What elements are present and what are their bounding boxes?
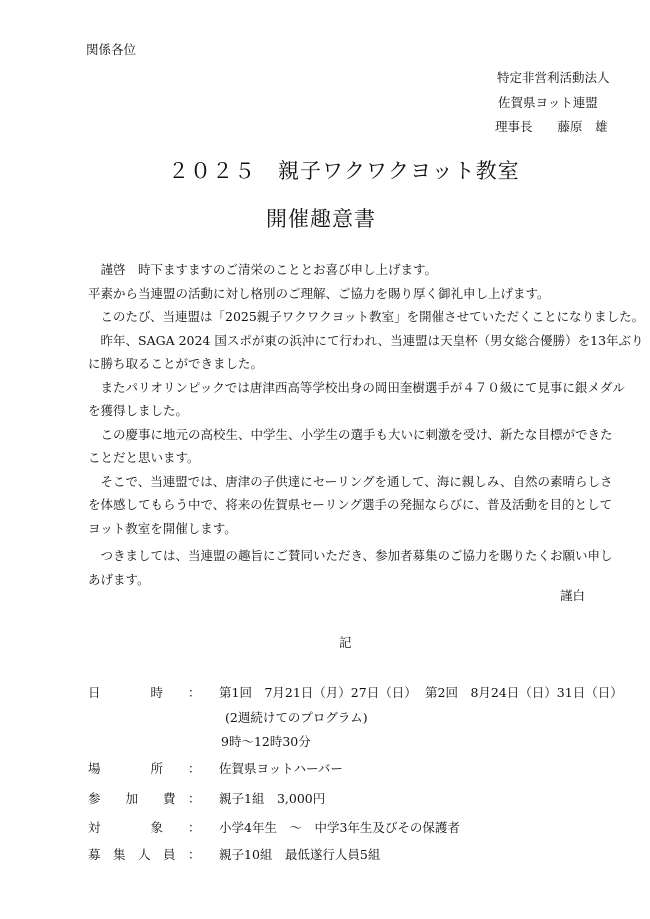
sender-org-name: 佐賀県ヨット連盟 (498, 95, 598, 110)
target-colon: ： (188, 820, 201, 835)
ki-heading: 記 (339, 635, 352, 650)
body-line: 昨年、SAGA 2024 国スポが東の浜沖にて行われ、当連盟は天皇杯（男女総合優勝）を13年ぶり (88, 332, 644, 348)
date-value-2: 第2回 8月24日（日）31日（日） (425, 685, 623, 700)
date-colon: ： (188, 685, 201, 700)
body-text (88, 258, 645, 591)
body-line: あげます。 (88, 571, 150, 587)
body-line: 謹啓 時下ますますのご清栄のこととお喜び申し上げます。 (88, 262, 438, 277)
fee-colon: ： (188, 791, 201, 806)
fee-value: 親子1組 3,000円 (219, 791, 326, 806)
place-label: 場 所 (88, 761, 164, 776)
addressee: 関係各位 (86, 42, 137, 57)
date-note: (2週続けてのプログラム) (225, 710, 368, 725)
sender-title-name: 理事長 藤原 雄 (495, 119, 608, 134)
document-title: ２０２５ 親子ワクワクヨット教室 (168, 159, 520, 183)
recruit-label: 募 集 人 員 (88, 847, 176, 862)
body-line: つきましては、当連盟の趣旨にご賛同いただき、参加者募集のご協力を賜りたくお願い申し (88, 548, 613, 563)
target-value: 小学4年生 ～ 中学3年生及びその保護者 (219, 820, 460, 835)
target-label: 対 象 (88, 820, 164, 835)
date-time: 9時～12時30分 (221, 734, 311, 749)
recruit-colon: ： (188, 847, 201, 862)
date-label: 日 時 (88, 685, 164, 700)
document-subtitle: 開催趣意書 (266, 207, 376, 231)
body-line: 平素から当連盟の活動に対し格別のご理解、ご協力を賜り厚く御礼申し上げます。 (88, 285, 550, 301)
body-line: この慶事に地元の高校生、中学生、小学生の選手も大いに刺激を受け、新たな目標ができた (88, 426, 613, 442)
place-colon: ： (188, 761, 201, 776)
body-line: またパリオリンピックでは唐津西高等学校出身の岡田奎樹選手が４７０級にて見事に銀メダル (88, 379, 625, 395)
body-line: そこで、当連盟では、唐津の子供達にセーリングを通して、海に親しみ、自然の素晴らしさ (88, 473, 613, 489)
body-line: ことだと思います。 (88, 450, 200, 465)
body-line: ヨット教室を開催します。 (88, 520, 237, 536)
body-line: このたび、当連盟は「2025親子ワクワクヨット教室」を開催させていただくことになりました。 (88, 309, 645, 324)
fee-label: 参 加 費 (88, 791, 176, 806)
sender-org-type: 特定非営利活動法人 (497, 70, 610, 85)
body-line: を獲得しました。 (88, 403, 189, 418)
recruit-value: 親子10組 最低遂行人員5組 (219, 847, 381, 862)
body-line: に勝ち取ることができました。 (88, 356, 264, 371)
place-value: 佐賀県ヨットハーバー (219, 761, 343, 776)
date-value-1: 第1回 7月21日（月）27日（日） (219, 685, 417, 700)
body-line: を体感してもらう中で、将来の佐賀県セーリング選手の発掘ならびに、普及活動を目的として (88, 497, 613, 512)
closing-word: 謹白 (560, 588, 586, 603)
